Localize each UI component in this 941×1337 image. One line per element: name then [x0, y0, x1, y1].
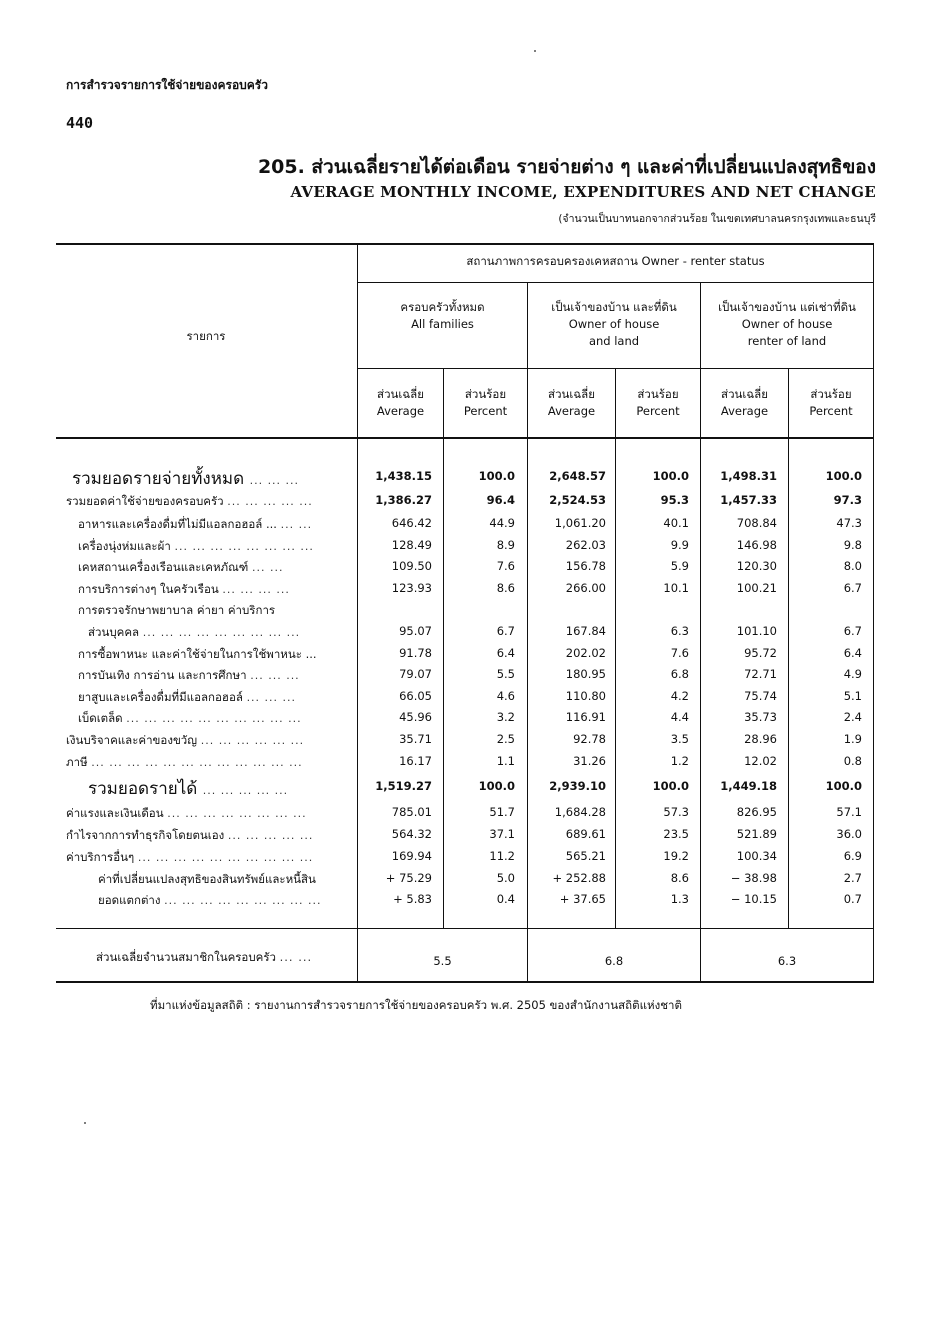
percent-cell: 0.7	[843, 892, 862, 906]
average-cell: 521.89	[736, 827, 777, 841]
group-header-rule	[358, 368, 874, 369]
average-cell: 1,684.28	[554, 805, 606, 819]
members-row-label	[96, 949, 354, 967]
percent-cell: 11.2	[489, 849, 515, 863]
percent-cell: 5.9	[670, 559, 689, 573]
members-value: 6.8	[604, 954, 624, 968]
percent-cell: 7.6	[496, 559, 515, 573]
average-cell: 156.78	[565, 559, 606, 573]
row-label	[88, 775, 354, 802]
percent-cell: 19.2	[663, 849, 689, 863]
average-cell: 110.80	[565, 689, 606, 703]
leader-dots: ... ... ... ... ... ... ... ...	[174, 540, 314, 553]
percent-cell: 4.4	[670, 710, 689, 724]
percent-cell: 1.2	[670, 754, 689, 768]
leader-dots: ... ... ... ... ... ... ... ... ... ... ... ...	[91, 756, 303, 769]
group-thai: ครอบครัวทั้งหมด	[400, 300, 485, 314]
average-cell: 180.95	[565, 667, 606, 681]
row-label-text: ยาสูบและเครื่องดื่มที่มีแอลกอฮอล์	[78, 690, 243, 704]
percent-cell: 36.0	[836, 827, 862, 841]
percent-cell: 57.3	[663, 805, 689, 819]
item-header: รายการ	[186, 329, 226, 343]
percent-cell: 100.0	[652, 779, 689, 793]
average-cell: 100.34	[736, 849, 777, 863]
average-cell: 2,939.10	[549, 779, 606, 793]
leader-dots: ... ... ... ... ... ...	[200, 734, 305, 747]
percent-cell: 100.0	[478, 469, 515, 483]
row-label-text: ค่าแรงและเงินเดือน	[66, 806, 164, 820]
percent-cell: 4.2	[670, 689, 689, 703]
row-label	[78, 602, 354, 620]
row-label	[78, 559, 354, 577]
percent-cell: 6.3	[670, 624, 689, 638]
percent-cell: 8.6	[496, 581, 515, 595]
percent-cell: 5.5	[496, 667, 515, 681]
row-label	[98, 871, 354, 889]
sub-header-percent	[616, 386, 700, 420]
percent-cell: 2.4	[843, 710, 862, 724]
average-cell: 75.74	[744, 689, 777, 703]
group-header-owner-renter	[701, 299, 873, 350]
percent-cell: 100.0	[478, 779, 515, 793]
table-title-english: AVERAGE MONTHLY INCOME, EXPENDITURES AND NET CHANGE	[290, 183, 876, 201]
leader-dots: ... ... ... ... ... ... ... ... ...	[164, 894, 322, 907]
row-label	[66, 849, 354, 867]
group-en: renter of land	[747, 334, 827, 348]
percent-cell: 97.3	[833, 493, 862, 507]
average-cell: 1,519.27	[375, 779, 432, 793]
unit-note: (จำนวนเป็นบาทนอกจากส่วนร้อย ในเขตเทศบาลนครกรุงเทพและธนบุรี	[558, 213, 876, 225]
average-cell: 95.07	[399, 624, 432, 638]
row-label	[98, 892, 354, 910]
sub-header-thai: ส่วนร้อย	[464, 387, 507, 401]
running-header: การสำรวจรายการใช้จ่ายของครอบครัว	[66, 78, 268, 92]
average-cell: 1,061.20	[554, 516, 606, 530]
percent-cell: 7.6	[670, 646, 689, 660]
average-cell: 169.94	[391, 849, 432, 863]
average-cell: 12.02	[744, 754, 777, 768]
group-en: and land	[588, 334, 640, 348]
percent-cell: 10.1	[663, 581, 689, 595]
sub-header-thai: ส่วนร้อย	[810, 387, 852, 401]
group-thai: เป็นเจ้าของบ้าน แต่เช่าที่ดิน	[718, 300, 856, 314]
page-number: 440	[66, 114, 94, 132]
row-label	[66, 493, 354, 511]
row-label-text: การบริการต่างๆ ในครัวเรือน	[78, 582, 219, 596]
leader-dots: ... ... ... ... ... ... ... ... ...	[142, 626, 301, 639]
group-thai: เป็นเจ้าของบ้าน และที่ดิน	[551, 300, 677, 314]
average-cell: 123.93	[391, 581, 432, 595]
percent-cell: 6.7	[843, 581, 862, 595]
leader-dots: ... ... ... ... ...	[202, 784, 289, 797]
sub-header-en: Average	[720, 404, 769, 418]
leader-dots: ... ... ... ... ...	[227, 495, 313, 508]
percent-cell: 8.6	[670, 871, 689, 885]
status-header: สถานภาพการครอบครองเคหสถาน Owner - renter status	[466, 254, 765, 268]
average-cell: + 252.88	[552, 871, 606, 885]
average-cell: 45.96	[399, 710, 432, 724]
sub-header-thai: ส่วนเฉลี่ย	[548, 387, 595, 401]
percent-cell: 1.3	[670, 892, 689, 906]
percent-cell: 40.1	[663, 516, 689, 530]
average-cell: 1,449.18	[720, 779, 777, 793]
sub-header-en: Percent	[463, 404, 508, 418]
percent-cell: 100.0	[652, 469, 689, 483]
average-cell: 109.50	[391, 559, 432, 573]
percent-cell: 37.1	[489, 827, 515, 841]
row-label-text: รวมยอดรายได้	[88, 779, 198, 799]
average-cell: + 37.65	[559, 892, 606, 906]
leader-dots: ... ... ... ... ...	[227, 829, 314, 842]
average-cell: 28.96	[744, 732, 777, 746]
average-cell: 262.03	[565, 538, 606, 552]
leader-dots: ... ...	[252, 561, 284, 574]
average-cell: 826.95	[736, 805, 777, 819]
average-cell: 95.72	[744, 646, 777, 660]
average-cell: 1,457.33	[720, 493, 777, 507]
percent-cell: 9.8	[843, 538, 862, 552]
row-label-text: อาหารและเครื่องดื่มที่ไม่มีแอลกอฮอล์ ...	[78, 517, 277, 531]
percent-cell: 1.1	[496, 754, 515, 768]
average-cell: 79.07	[399, 667, 432, 681]
sub-header-en: Percent	[636, 404, 680, 418]
percent-cell: 8.9	[496, 538, 515, 552]
row-label-text: เบ็ดเตล็ด	[78, 711, 123, 725]
row-label	[66, 754, 354, 772]
percent-cell: 95.3	[660, 493, 689, 507]
percent-cell: 9.9	[670, 538, 689, 552]
average-cell: 116.91	[565, 710, 606, 724]
average-cell: 785.01	[391, 805, 432, 819]
percent-cell: 6.7	[496, 624, 515, 638]
row-label	[66, 732, 354, 750]
row-label	[78, 581, 354, 599]
average-cell: 35.71	[399, 732, 432, 746]
percent-cell: 8.0	[843, 559, 862, 573]
average-cell: 101.10	[736, 624, 777, 638]
average-cell: − 10.15	[730, 892, 777, 906]
group-header-owner-land	[528, 299, 700, 350]
row-label-text: รวมยอดค่าใช้จ่ายของครอบครัว	[66, 494, 224, 508]
average-cell: + 75.29	[385, 871, 432, 885]
average-cell: 646.42	[391, 516, 432, 530]
percent-cell: 6.8	[670, 667, 689, 681]
row-label-text: ยอดแตกต่าง	[98, 893, 161, 907]
percent-cell: 96.4	[486, 493, 515, 507]
group-header-all	[358, 299, 527, 333]
row-label-text: การตรวจรักษาพยาบาล ค่ายา ค่าบริการ	[78, 603, 276, 617]
percent-cell: 47.3	[836, 516, 862, 530]
percent-cell: 1.9	[843, 732, 862, 746]
percent-cell: 0.8	[843, 754, 862, 768]
group-en: Owner of house	[568, 317, 660, 331]
row-label	[72, 465, 354, 492]
percent-cell: 2.7	[843, 871, 862, 885]
average-cell: 2,524.53	[549, 493, 606, 507]
percent-cell: 100.0	[825, 779, 862, 793]
members-value: 5.5	[433, 954, 452, 968]
sub-header-percent	[789, 386, 873, 420]
row-label-text: กำไรจากการทำธุรกิจโดยตนเอง	[66, 828, 225, 842]
row-label	[66, 805, 354, 823]
percent-cell: 6.4	[843, 646, 862, 660]
average-cell: 16.17	[399, 754, 432, 768]
row-label	[78, 646, 354, 664]
average-cell: 92.78	[573, 732, 606, 746]
row-label-text: ค่าที่เปลี่ยนแปลงสุทธิของสินทรัพย์และหนี้สิน	[98, 872, 316, 886]
sub-header-en: Average	[547, 404, 596, 418]
percent-cell: 6.4	[496, 646, 515, 660]
group-en: Owner of house	[741, 317, 833, 331]
row-label-text: รวมยอดรายจ่ายทั้งหมด	[72, 469, 245, 489]
header-bottom-rule	[56, 437, 874, 439]
table-top-rule	[56, 243, 874, 245]
average-cell: 35.73	[744, 710, 777, 724]
row-label-text: การซื้อพาหนะ และค่าใช้จ่ายในการใช้พาหนะ ...	[78, 647, 317, 661]
speck	[84, 1122, 86, 1124]
source-note: ที่มาแห่งข้อมูลสถิติ : รายงานการสำรวจรายการใช้จ่ายของครอบครัว พ.ศ. 2505 ของสำนักงานสถิติแห่งชาติ	[150, 998, 682, 1012]
table-bottom-rule	[56, 981, 874, 983]
average-cell: 128.49	[391, 538, 432, 552]
average-cell: 1,386.27	[375, 493, 432, 507]
percent-cell: 6.7	[843, 624, 862, 638]
leader-dots: ... ... ... ... ... ... ... ... ... ...	[137, 851, 314, 864]
average-cell: 1,498.31	[720, 469, 777, 483]
members-top-rule	[56, 928, 874, 929]
average-cell: 146.98	[736, 538, 777, 552]
average-cell: 202.02	[565, 646, 606, 660]
percent-cell: 0.4	[496, 892, 515, 906]
members-label-text: ส่วนเฉลี่ยจำนวนสมาชิกในครอบครัว	[96, 950, 276, 964]
sub-header-average	[701, 386, 788, 420]
sub-header-en: Average	[376, 404, 425, 418]
average-cell: 2,648.57	[549, 469, 606, 483]
sub-header-percent	[444, 386, 527, 420]
average-cell: 100.21	[736, 581, 777, 595]
row-label-text: ค่าบริการอื่นๆ	[66, 850, 135, 864]
average-cell: 565.21	[565, 849, 606, 863]
row-label	[78, 538, 354, 556]
row-label-text: การบันเทิง การอ่าน และการศึกษา	[78, 668, 247, 682]
average-cell: − 38.98	[730, 871, 777, 885]
percent-cell: 4.9	[843, 667, 862, 681]
row-label-text: เครื่องนุ่งห่มและผ้า	[78, 539, 171, 553]
percent-cell: 57.1	[836, 805, 862, 819]
percent-cell: 2.5	[496, 732, 515, 746]
average-cell: 167.84	[565, 624, 606, 638]
percent-cell: 3.2	[496, 710, 515, 724]
sub-header-average	[358, 386, 443, 420]
leader-dots: ... ... ... ... ... ... ... ... ... ...	[126, 712, 302, 725]
row-label	[88, 624, 354, 642]
row-label-text: เงินบริจาคและค่าของขวัญ	[66, 733, 198, 747]
percent-cell: 6.9	[843, 849, 862, 863]
leader-dots: ... ... ...	[249, 474, 300, 487]
row-label	[78, 667, 354, 685]
average-cell: 1,438.15	[375, 469, 432, 483]
average-cell: 708.84	[736, 516, 777, 530]
average-cell: 120.30	[736, 559, 777, 573]
sub-header-en: Percent	[809, 404, 853, 418]
percent-cell: 51.7	[489, 805, 515, 819]
speck	[534, 50, 536, 52]
row-label-text: ส่วนบุคคล	[88, 625, 140, 639]
average-cell: + 5.83	[393, 892, 432, 906]
percent-cell: 100.0	[825, 469, 862, 483]
row-label-text: ภาษี	[66, 755, 88, 769]
average-cell: 689.61	[565, 827, 606, 841]
row-label	[78, 689, 354, 707]
row-label	[78, 516, 354, 534]
column-rule	[873, 243, 874, 981]
leader-dots: ... ... ... ... ... ... ... ...	[167, 807, 307, 820]
percent-cell: 5.0	[496, 871, 515, 885]
percent-cell: 23.5	[663, 827, 689, 841]
percent-cell: 44.9	[489, 516, 515, 530]
average-cell: 91.78	[399, 646, 432, 660]
group-en: All families	[411, 317, 474, 331]
row-label	[66, 827, 354, 845]
leader-dots: ... ... ...	[246, 691, 297, 704]
leader-dots: ... ... ...	[250, 669, 300, 682]
sub-header-thai: ส่วนร้อย	[637, 387, 679, 401]
row-label	[78, 710, 354, 728]
sub-header-thai: ส่วนเฉลี่ย	[377, 387, 424, 401]
average-cell: 72.71	[744, 667, 777, 681]
sub-header-average	[528, 386, 615, 420]
members-value: 6.3	[777, 954, 797, 968]
leader-dots: ... ... ... ...	[222, 583, 290, 596]
average-cell: 266.00	[565, 581, 606, 595]
average-cell: 66.05	[399, 689, 432, 703]
percent-cell: 4.6	[496, 689, 515, 703]
percent-cell: 5.1	[843, 689, 862, 703]
average-cell: 564.32	[391, 827, 432, 841]
leader-dots: ... ...	[279, 950, 313, 964]
sub-header-thai: ส่วนเฉลี่ย	[721, 387, 768, 401]
percent-cell: 3.5	[670, 732, 689, 746]
status-header-rule	[358, 282, 874, 283]
row-label-text: เคหสถานเครื่องเรือนและเคหภัณฑ์	[78, 560, 249, 574]
average-cell: 31.26	[573, 754, 606, 768]
table-title-thai: 205. ส่วนเฉลี่ยรายได้ต่อเดือน รายจ่ายต่าง ๆ และค่าที่เปลี่ยนแปลงสุทธิของ	[257, 156, 876, 178]
leader-dots: ... ...	[280, 518, 313, 531]
